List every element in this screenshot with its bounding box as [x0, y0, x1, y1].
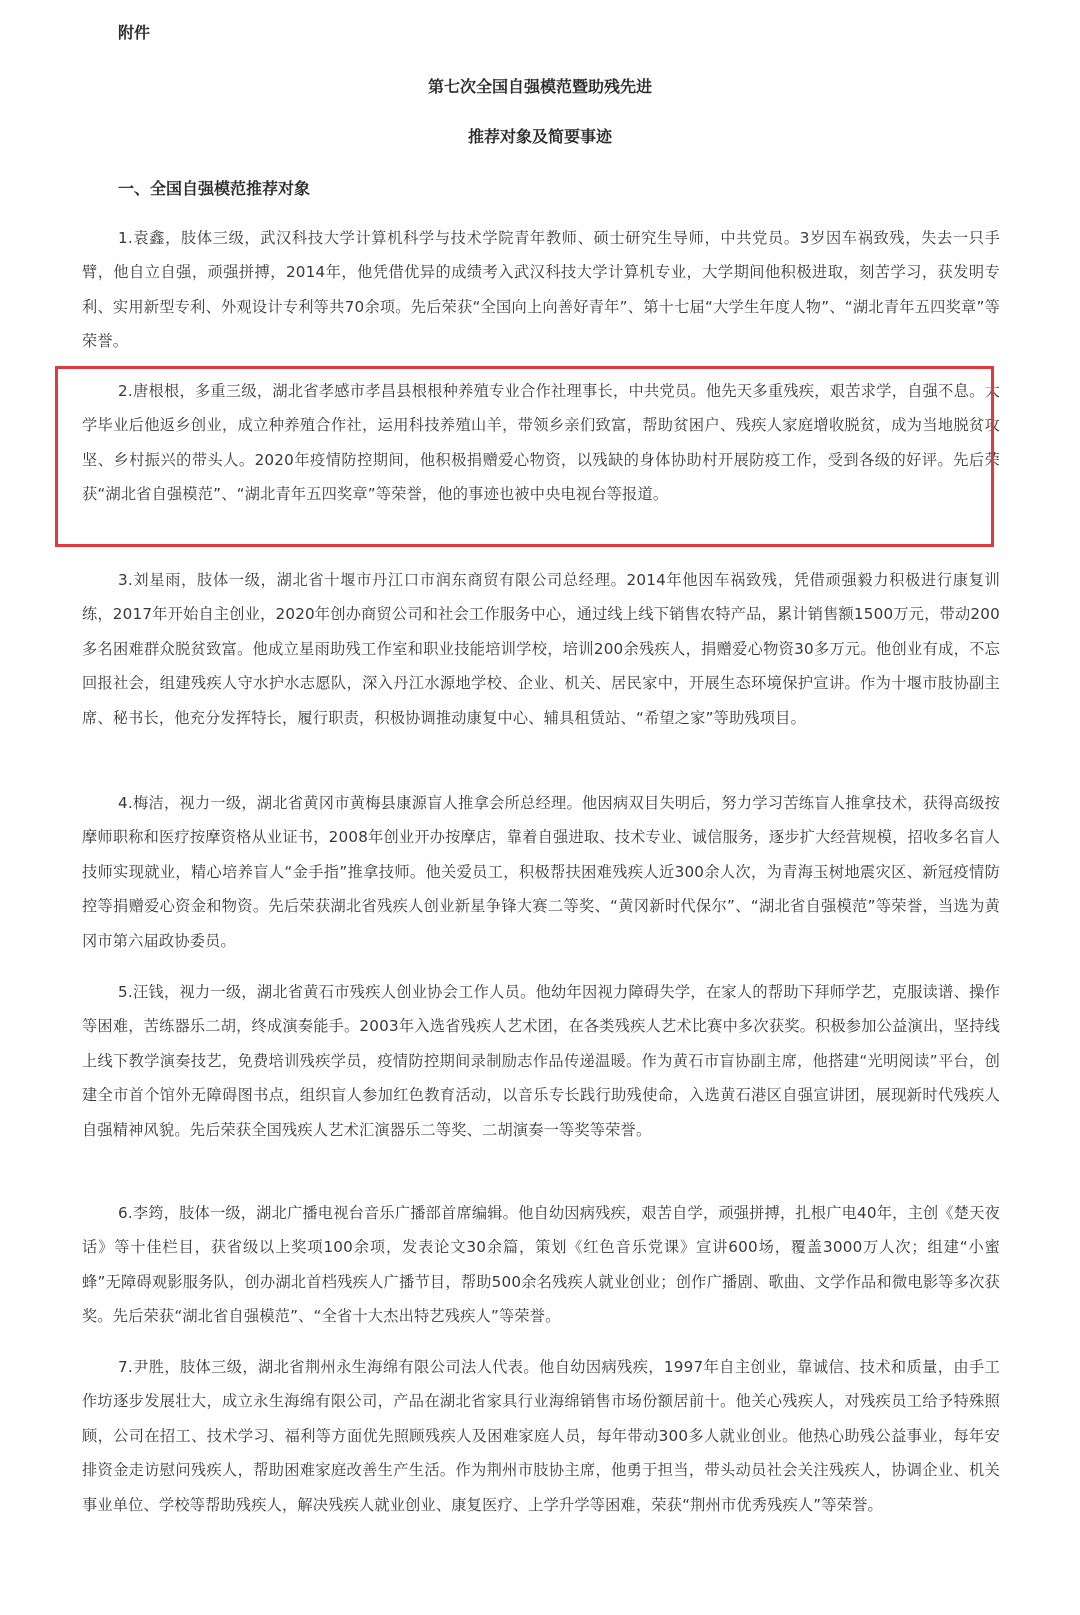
paragraph-1: 1.袁鑫，肢体三级，武汉科技大学计算机科学与技术学院青年教师、硕士研究生导师，中共党员。3岁因车祸致残，失去一只手臂，他自立自强，顽强拼搏，2014年，他凭借优异的成绩考入武汉科技大学计算机专业，大学期间他积极进取，刻苦学习，获发明专利、实用新型专利、外观设计专利等共70余项。先后荣获“全国向上向善好青年”、第十七届“大学生年度人物”、“湖北青年五四奖章”等荣誉。 [82, 229, 1000, 351]
paragraph-5: 5.汪钱，视力一级，湖北省黄石市残疾人创业协会工作人员。他幼年因视力障碍失学，在家人的帮助下拜师学艺，克服读谱、操作等困难，苦练器乐二胡，终成演奏能手。2003年入选省残疾人艺术团，在各类残疾人艺术比赛中多次获奖。积极参加公益演出，坚持线上线下教学演奏技艺，免费培训残疾学员，疫情防控期间录制励志作品传递温暖。作为黄石市盲协副主席，他搭建“光明阅读”平台，创建全市首个馆外无障碍图书点，组织盲人参加红色教育活动，以音乐专长践行助残使命，入选黄石港区自强宣讲团，展现新时代残疾人自强精神风貌。先后荣获全国残疾人艺术汇演器乐二等奖、二胡演奏一等奖等荣誉。 [82, 983, 1000, 1139]
paragraph-4: 4.梅洁，视力一级，湖北省黄冈市黄梅县康源盲人推拿会所总经理。他因病双目失明后，努力学习苦练盲人推拿技术，获得高级按摩师职称和医疗按摩资格从业证书，2008年创业开办按摩店，靠着自强进取、技术专业、诚信服务，逐步扩大经营规模，招收多名盲人技师实现就业，精心培养盲人“金手指”推拿技师。他关爱员工，积极帮扶困难残疾人近300余人次，为青海玉树地震灾区、新冠疫情防控等捐赠爱心资金和物资。先后荣获湖北省残疾人创业新星争锋大赛二等奖、“黄冈新时代保尔”、“湖北省自强模范”等荣誉，当选为黄冈市第六届政协委员。 [82, 794, 1000, 950]
document-title-line1: 第七次全国自强模范暨助残先进 [427, 77, 652, 96]
document-title-line2: 推荐对象及简要事迹 [467, 127, 612, 146]
paragraph-3: 3.刘星雨，肢体一级，湖北省十堰市丹江口市润东商贸有限公司总经理。2014年他因车祸致残，凭借顽强毅力积极进行康复训练，2017年开始自主创业，2020年创办商贸公司和社会工作服务中心，通过线上线下销售农特产品，累计销售额1500万元，带动200多名困难群众脱贫致富。他成立星雨助残工作室和职业技能培训学校，培训200余残疾人，捐赠爱心物资30多万元。他创业有成，不忘回报社会，组建残疾人守水护水志愿队，深入丹江水源地学校、企业、机关、居民家中，开展生态环境保护宣讲。作为十堰市肢协副主席、秘书长，他充分发挥特长，履行职责，积极协调推动康复中心、辅具租赁站、“希望之家”等助残项目。 [82, 571, 1000, 727]
paragraph-2-highlighted: 2.唐根根，多重三级，湖北省孝感市孝昌县根根种养殖专业合作社理事长，中共党员。他先天多重残疾，艰苦求学，自强不息。大学毕业后他返乡创业，成立种养殖合作社，运用科技养殖山羊，带领乡亲们致富，帮助贫困户、残疾人家庭增收脱贫，成为当地脱贫攻坚、乡村振兴的带头人。2020年疫情防控期间，他积极捐赠爱心物资，以残缺的身体协助村开展防疫工作，受到各级的好评。先后荣获“湖北省自强模范”、“湖北青年五四奖章”等荣誉，他的事迹也被中央电视台等报道。 [82, 382, 1000, 504]
attachment-label: 附件 [118, 23, 151, 42]
paragraph-7: 7.尹胜，肢体三级，湖北省荆州永生海绵有限公司法人代表。他自幼因病残疾，1997年自主创业，靠诚信、技术和质量，由手工作坊逐步发展壮大，成立永生海绵有限公司，产品在湖北省家具行业海绵销售市场份额居前十。他关心残疾人，对残疾员工给予特殊照顾，公司在招工、技术学习、福利等方面优先照顾残疾人及困难家庭人员，每年带动300多人就业创业。他热心助残公益事业，每年安排资金走访慰问残疾人，帮助困难家庭改善生产生活。作为荆州市肢协主席，他勇于担当，带头动员社会关注残疾人，协调企业、机关事业单位、学校等帮助残疾人，解决残疾人就业创业、康复医疗、上学升学等困难，荣获“荆州市优秀残疾人”等荣誉。 [82, 1358, 1000, 1514]
paragraph-6: 6.李筠，肢体一级，湖北广播电视台音乐广播部首席编辑。他自幼因病残疾，艰苦自学，顽强拼搏，扎根广电40年，主创《楚天夜话》等十佳栏目，获省级以上奖项100余项，发表论文30余篇，策划《红色音乐党课》宣讲600场，覆盖3000万人次；组建“小蜜蜂”无障碍观影服务队，创办湖北首档残疾人广播节目，帮助500余名残疾人就业创业；创作广播剧、歌曲、文学作品和微电影等多次获奖。先后荣获“湖北省自强模范”、“全省十大杰出特艺残疾人”等荣誉。 [82, 1204, 1000, 1326]
section-heading: 一、全国自强模范推荐对象 [118, 179, 311, 198]
